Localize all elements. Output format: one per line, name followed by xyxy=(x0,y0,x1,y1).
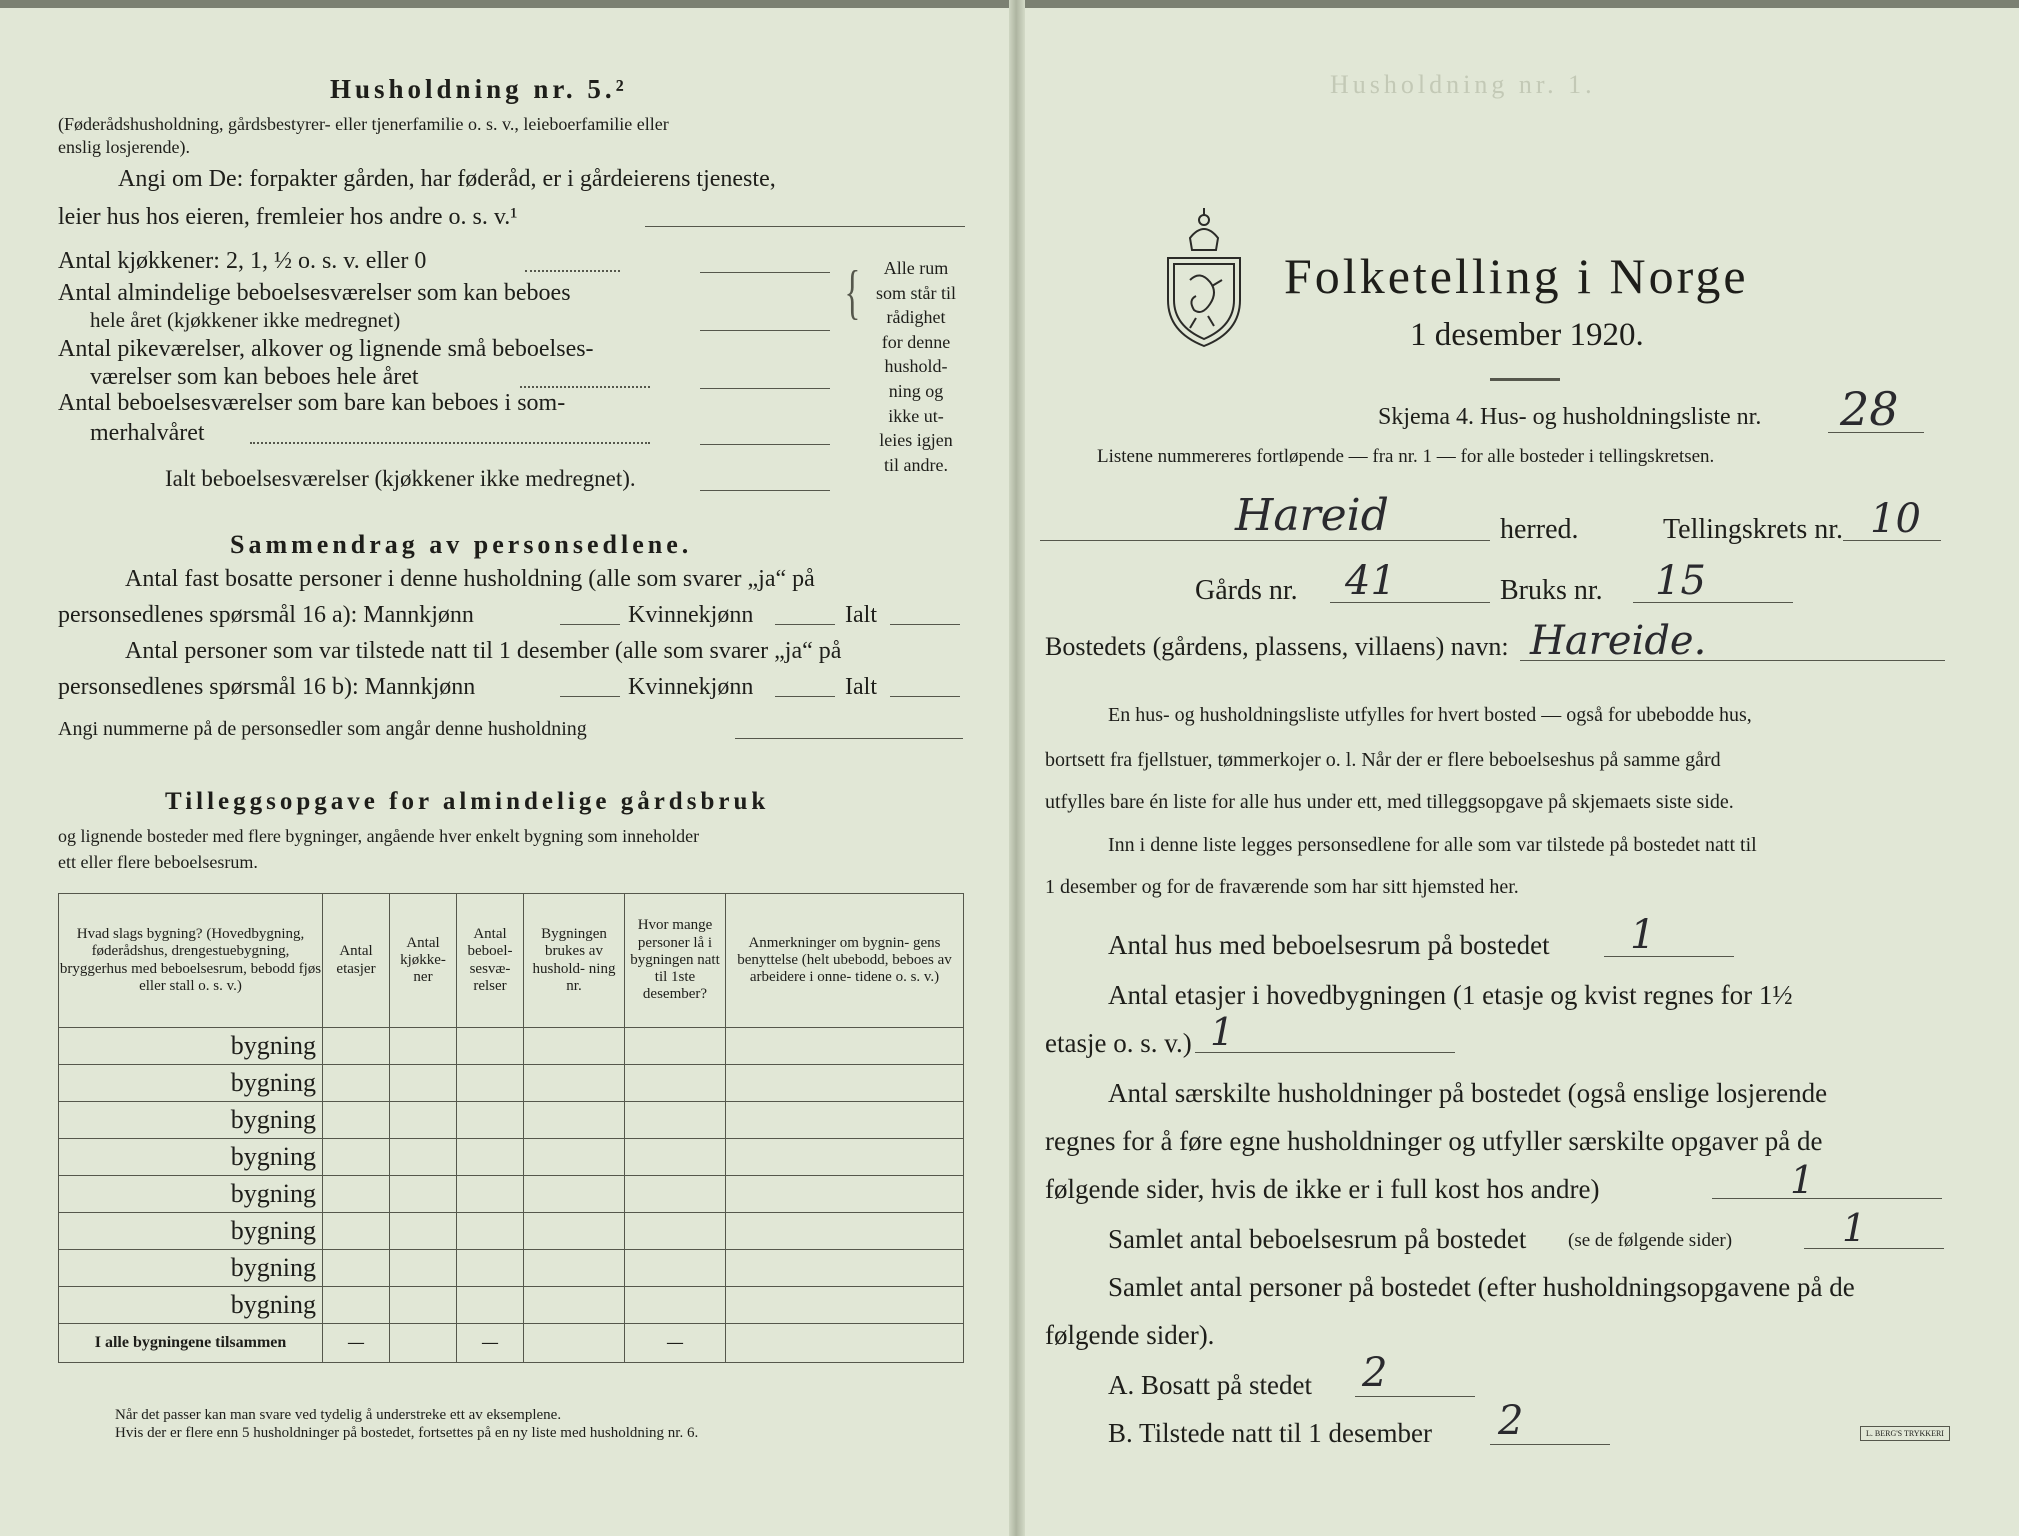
form-title: Folketelling i Norge xyxy=(1284,248,1749,304)
para2-line2: 1 desember og for de fraværende som har sitt hjemsted her. xyxy=(1045,876,1519,898)
coat-of-arms-icon xyxy=(1160,200,1248,350)
sarskilte-label-2: regnes for å føre egne husholdninger og utfyller særskilte opgaver på de xyxy=(1045,1126,1823,1156)
fast-mann-line[interactable] xyxy=(560,624,620,625)
pike-label-2: værelser som kan beboes hele året xyxy=(90,364,419,390)
tilstede-mann-line[interactable] xyxy=(560,696,620,697)
sommer-label: Antal beboelsesværelser som bare kan beboes i som- xyxy=(58,390,566,416)
bosted-label: Bostedets (gårdens, plassens, villaens) navn: xyxy=(1045,632,1509,661)
tellingskrets-line xyxy=(1843,540,1941,541)
para1-line1: En hus- og husholdningsliste utfylles for hvert bosted — også for ubebodde hus, xyxy=(1108,704,1752,726)
col-header-kjokkener: Antal kjøkke- ner xyxy=(390,894,457,1028)
fast-ialt-line[interactable] xyxy=(890,624,960,625)
form-date: 1 desember 1920. xyxy=(1410,317,1644,353)
kjokkener-label: Antal kjøkkener: 2, 1, ½ o. s. v. eller 0 xyxy=(58,248,427,274)
herred-value[interactable]: Hareid xyxy=(1235,490,1389,541)
table-row[interactable]: bygning xyxy=(59,1028,964,1065)
show-through-text: Husholdning nr. 1. xyxy=(1330,70,1596,99)
pike-answer-line[interactable] xyxy=(700,388,830,389)
nummerne-label: Angi nummerne på de personsedler som angår denne husholdning xyxy=(58,718,587,740)
col-header-husholdning: Bygningen brukes av hushold- ning nr. xyxy=(524,894,625,1028)
sarskilte-label: Antal særskilte husholdninger på bostedet (også enslige losjerende xyxy=(1108,1078,1828,1108)
fast-mann-label: personsedlenes spørsmål 16 a): Mannkjønn xyxy=(58,602,474,628)
gards-line xyxy=(1330,602,1490,603)
table-row[interactable]: bygning xyxy=(59,1287,964,1324)
tilstede-natt-label: B. Tilstede natt til 1 desember xyxy=(1108,1418,1432,1448)
samlet-rum-label: Samlet antal beboelsesrum på bostedet xyxy=(1108,1224,1527,1254)
tillegg-heading: Tilleggsopgave for almindelige gårdsbruk xyxy=(165,788,770,815)
para2-line1: Inn i denne liste legges personsedlene for alle som var tilstede på bostedet natt til xyxy=(1108,834,1757,856)
angi-answer-line[interactable] xyxy=(645,226,965,227)
table-row[interactable]: bygning xyxy=(59,1065,964,1102)
samlet-rum-value[interactable]: 1 xyxy=(1842,1206,1867,1250)
tilstede-ialt-label: Ialt xyxy=(845,674,877,700)
tellingskrets-label: Tellingskrets nr. xyxy=(1663,514,1844,545)
fast-bosatte-text: Antal fast bosatte personer i denne husholdning (alle som svarer „ja“ på xyxy=(125,566,815,592)
skjema-number[interactable]: 28 xyxy=(1840,382,1899,436)
col-header-anmerkninger: Anmerkninger om bygnin- gens benyttelse (helt ubebodd, beboes av arbeidere i onne- tidene o. s. v.) xyxy=(726,894,964,1028)
tilstede-natt-value[interactable]: 2 xyxy=(1498,1398,1524,1444)
skjema-number-line xyxy=(1828,432,1924,433)
pike-label: Antal pikeværelser, alkover og lignende små beboelses- xyxy=(58,336,594,362)
almindelige-label-2: hele året (kjøkkener ikke medregnet) xyxy=(90,308,401,332)
title-rule xyxy=(1490,378,1560,381)
herred-line xyxy=(1040,540,1490,541)
para1-line2: bortsett fra fjellstuer, tømmerkojer o. l. Når der er flere beboelseshus på samme gård xyxy=(1045,749,1721,771)
ialt-label: Ialt beboelsesværelser (kjøkkener ikke medregnet). xyxy=(165,466,636,491)
bruks-label: Bruks nr. xyxy=(1500,575,1603,606)
tilstede-text: Antal personer som var tilstede natt til 1 desember (alle som svarer „ja“ på xyxy=(125,638,842,664)
gards-label: Gårds nr. xyxy=(1195,575,1298,606)
listene-note: Listene nummereres fortløpende — fra nr. 1 — for alle bosteder i tellingskretsen. xyxy=(1097,446,1715,467)
table-row[interactable]: bygning xyxy=(59,1139,964,1176)
samlet-pers-label: Samlet antal personer på bostedet (efter husholdningsopgavene på de xyxy=(1108,1272,1855,1302)
fast-kvinne-line[interactable] xyxy=(775,624,835,625)
herred-label: herred. xyxy=(1500,514,1579,545)
sarskilte-value[interactable]: 1 xyxy=(1790,1158,1815,1202)
hus-label: Antal hus med beboelsesrum på bostedet xyxy=(1108,930,1550,960)
bosted-value[interactable]: Hareide. xyxy=(1530,618,1707,664)
sarskilte-label-3: følgende sider, hvis de ikke er i full kost hos andre) xyxy=(1045,1174,1600,1204)
angi-text-2: leier hus hos eieren, fremleier hos andre o. s. v.¹ xyxy=(58,204,518,230)
printer-mark: L. BERG'S TRYKKERI xyxy=(1860,1426,1950,1441)
tilstede-natt-line xyxy=(1490,1444,1610,1445)
household-note: (Føderådshusholdning, gårdsbestyrer- eller tjenerfamilie o. s. v., leieboerfamilie eller xyxy=(58,114,669,134)
tilstede-kvinne-line[interactable] xyxy=(775,696,835,697)
table-row[interactable]: bygning xyxy=(59,1250,964,1287)
sommer-label-2: merhalvåret xyxy=(90,420,205,446)
table-row[interactable]: bygning xyxy=(59,1176,964,1213)
etasjer-value[interactable]: 1 xyxy=(1210,1010,1235,1054)
tilstede-mann-label: personsedlenes spørsmål 16 b): Mannkjønn xyxy=(58,674,476,700)
bosatt-label: A. Bosatt på stedet xyxy=(1108,1370,1312,1400)
page-fold xyxy=(1009,0,1025,1536)
brace: { xyxy=(844,259,861,325)
para1-line3: utfylles bare én liste for alle hus under ett, med tilleggsopgave på skjemaets siste side. xyxy=(1045,791,1734,813)
etasjer-label-2: etasje o. s. v.) xyxy=(1045,1028,1192,1058)
kjokkener-dots xyxy=(525,270,620,272)
kjokkener-answer-line[interactable] xyxy=(700,272,830,273)
bosted-line xyxy=(1520,660,1945,661)
fast-kvinne-label: Kvinnekjønn xyxy=(628,602,754,628)
skjema-label: Skjema 4. Hus- og husholdningsliste nr. xyxy=(1378,404,1762,430)
sommer-answer-line[interactable] xyxy=(700,444,830,445)
bruks-line xyxy=(1633,602,1793,603)
nummerne-line[interactable] xyxy=(735,738,963,739)
hus-line xyxy=(1604,956,1734,957)
col-header-personer: Hvor mange personer lå i bygningen natt til 1ste desember? xyxy=(625,894,726,1028)
sommer-dots xyxy=(250,442,650,444)
almindelige-answer-line[interactable] xyxy=(700,330,830,331)
hus-value[interactable]: 1 xyxy=(1630,912,1656,958)
col-header-vaerelser: Antal beboel- sesvæ- relser xyxy=(457,894,524,1028)
bruks-value[interactable]: 15 xyxy=(1655,558,1706,604)
sarskilte-line xyxy=(1712,1198,1942,1199)
bosatt-value[interactable]: 2 xyxy=(1362,1350,1388,1396)
footnote-2: Hvis der er flere enn 5 husholdninger på bostedet, fortsettes på en ny liste med husholdning nr. 6. xyxy=(115,1425,699,1441)
pike-dots xyxy=(520,386,650,388)
etasjer-label: Antal etasjer i hovedbygningen (1 etasje og kvist regnes for 1½ xyxy=(1108,980,1793,1010)
almindelige-label: Antal almindelige beboelsesværelser som kan beboes xyxy=(58,280,571,306)
samlet-pers-label-2: følgende sider). xyxy=(1045,1320,1215,1350)
samlet-rum-small: (se de følgende sider) xyxy=(1568,1230,1733,1251)
household-heading: Husholdning nr. 5.² xyxy=(330,74,628,104)
col-header-type: Hvad slags bygning? (Hovedbygning, føderådshus, drengestuebygning, bryggerhus med beboelsesrum, bebodd fjøs eller stall o. s. v.) xyxy=(59,894,323,1028)
tillegg-intro-2: ett eller flere beboelsesrum. xyxy=(58,852,258,872)
footnote-1: Når det passer kan man svare ved tydelig å understreke ett av eksemplene. xyxy=(115,1407,562,1423)
tilstede-kvinne-label: Kvinnekjønn xyxy=(628,674,754,700)
building-table xyxy=(58,893,964,1363)
gards-value[interactable]: 41 xyxy=(1345,558,1396,604)
angi-text: Angi om De: forpakter gården, har føderåd, er i gårdeierens tjeneste, xyxy=(118,166,776,192)
etasjer-line xyxy=(1195,1052,1455,1053)
col-header-etasjer: Antal etasjer xyxy=(323,894,390,1028)
fast-ialt-label: Ialt xyxy=(845,602,877,628)
household-note-2: enslig losjerende). xyxy=(58,137,190,157)
samlet-rum-line xyxy=(1804,1248,1944,1249)
tilstede-ialt-line[interactable] xyxy=(890,696,960,697)
tellingskrets-value[interactable]: 10 xyxy=(1870,496,1921,542)
table-sum-row: I alle bygningene tilsammen — — — xyxy=(59,1324,964,1363)
tillegg-intro: og lignende bosteder med flere bygninger, angående hver enkelt bygning som inneholder xyxy=(58,826,700,846)
census-sheet: Husholdning nr. 1. Husholdning nr. 5.² (Føderådshusholdning, gårdsbestyrer- eller tjenerfamilie o. s. v., leieboerfamilie eller enslig losjerende). Angi om De: forpakter gården, har føderåd, er i gårdeierens tjeneste, leier hus hos eieren, fremleier hos andre o. s. v.¹ Antal kjøkkener: 2, 1, ½ o. s. v. eller 0 Antal almindelige beboelsesværelser som kan beboes hele året (kjøkkener ikke medregnet) Antal pikeværelser, alkover og lignende små beboelses- værelser som kan beboes hele året Antal beboelsesværelser som bare kan beboes i som- merhalvåret Ialt beboelsesværelser (kjøkkener ikke medregnet). { Alle rum som står til rådighet for denne hushold- ning og ikke ut- leies igjen til andre. Sammendrag av personsedlene. Antal fast bosatte personer i denne husholdning (alle som svarer „ja“ på personsedlenes spørsmål 16 a): Mannkjønn Kvinnekjønn Ialt Antal personer som var tilstede natt til 1 desember (alle som svarer „ja“ på personsedlenes spørsmål 16 b): Mannkjønn Kvinnekjønn Ialt Angi nummerne på de personsedler som angår denne husholdning Tilleggsopgave for almindelige gårdsbruk og lignende bosteder med flere bygninger, angående hver enkelt bygning som inneholder ett eller flere beboelsesrum. Hvad slags bygning? (Hovedbygning, føderådshus, drengestuebygning, bryggerhus med beboelsesrum, bebodd fjøs eller stall o. s. v.) Antal etasjer Antal kjøkke- ner Antal beboel- sesvæ- relser Bygningen brukes av hushold- ning nr. Hvor mange personer lå i bygningen natt til 1ste desember? Anmerkninger om bygnin- gens benyttelse (helt ubebodd, beboes av arbeidere i onne- tidene o. s. v.) bygning bygning bygning bygning bygning bygning bygning bygning I alle bygningene tilsammen — — — Når det passer kan man svare ved tydelig å understreke ett av eksemplene. Hvis der er flere enn 5 husholdninger på bostedet, fortsettes på en ny liste med husholdning nr. 6. Folketelling i Norge 1 desember 1920. Skjema 4. Hus- og husholdningsliste nr. 28 Listene nummereres fortløpende — fra nr. 1 — for alle bosteder i tellingskretsen. Hareid herred. Tellingskrets nr. 10 Gårds nr. 41 Bruks nr. 15 Bostedets (gårdens, plassens, villaens) navn: Hareide. En hus- og husholdningsliste utfylles for hvert bosted — også for ubebodde hus, bortsett fra fjellstuer, tømmerkojer o. l. Når der er flere beboelseshus på samme gård utfylles bare én liste for alle hus under ett, med tilleggsopgave på skjemaets siste side. Inn i denne liste legges personsedlene for alle som var tilstede på bostedet natt til 1 desember og for de fraværende som har sitt hjemsted her. Antal hus med beboelsesrum på bostedet 1 Antal etasjer i hovedbygningen (1 etasje og kvist regnes for 1½ etasje o. s. v.) 1 Antal særskilte husholdninger på bostedet (også enslige losjerende regnes for å føre egne husholdninger og utfyller særskilte opgaver på de følgende sider, hvis de ikke er i full kost hos andre) 1 Samlet antal beboelsesrum på bostedet (se de følgende sider) 1 Samlet antal personer på bostedet (efter husholdningsopgavene på de følgende sider). A. Bosatt på stedet 2 B. Tilstede natt til 1 desember 2 L. BERG'S TRYKKERI xyxy=(0,0,2019,1536)
ialt-answer-line[interactable] xyxy=(700,490,830,491)
bosatt-line xyxy=(1355,1396,1475,1397)
table-row[interactable]: bygning xyxy=(59,1102,964,1139)
summary-heading: Sammendrag av personsedlene. xyxy=(230,530,693,559)
table-row[interactable]: bygning xyxy=(59,1213,964,1250)
